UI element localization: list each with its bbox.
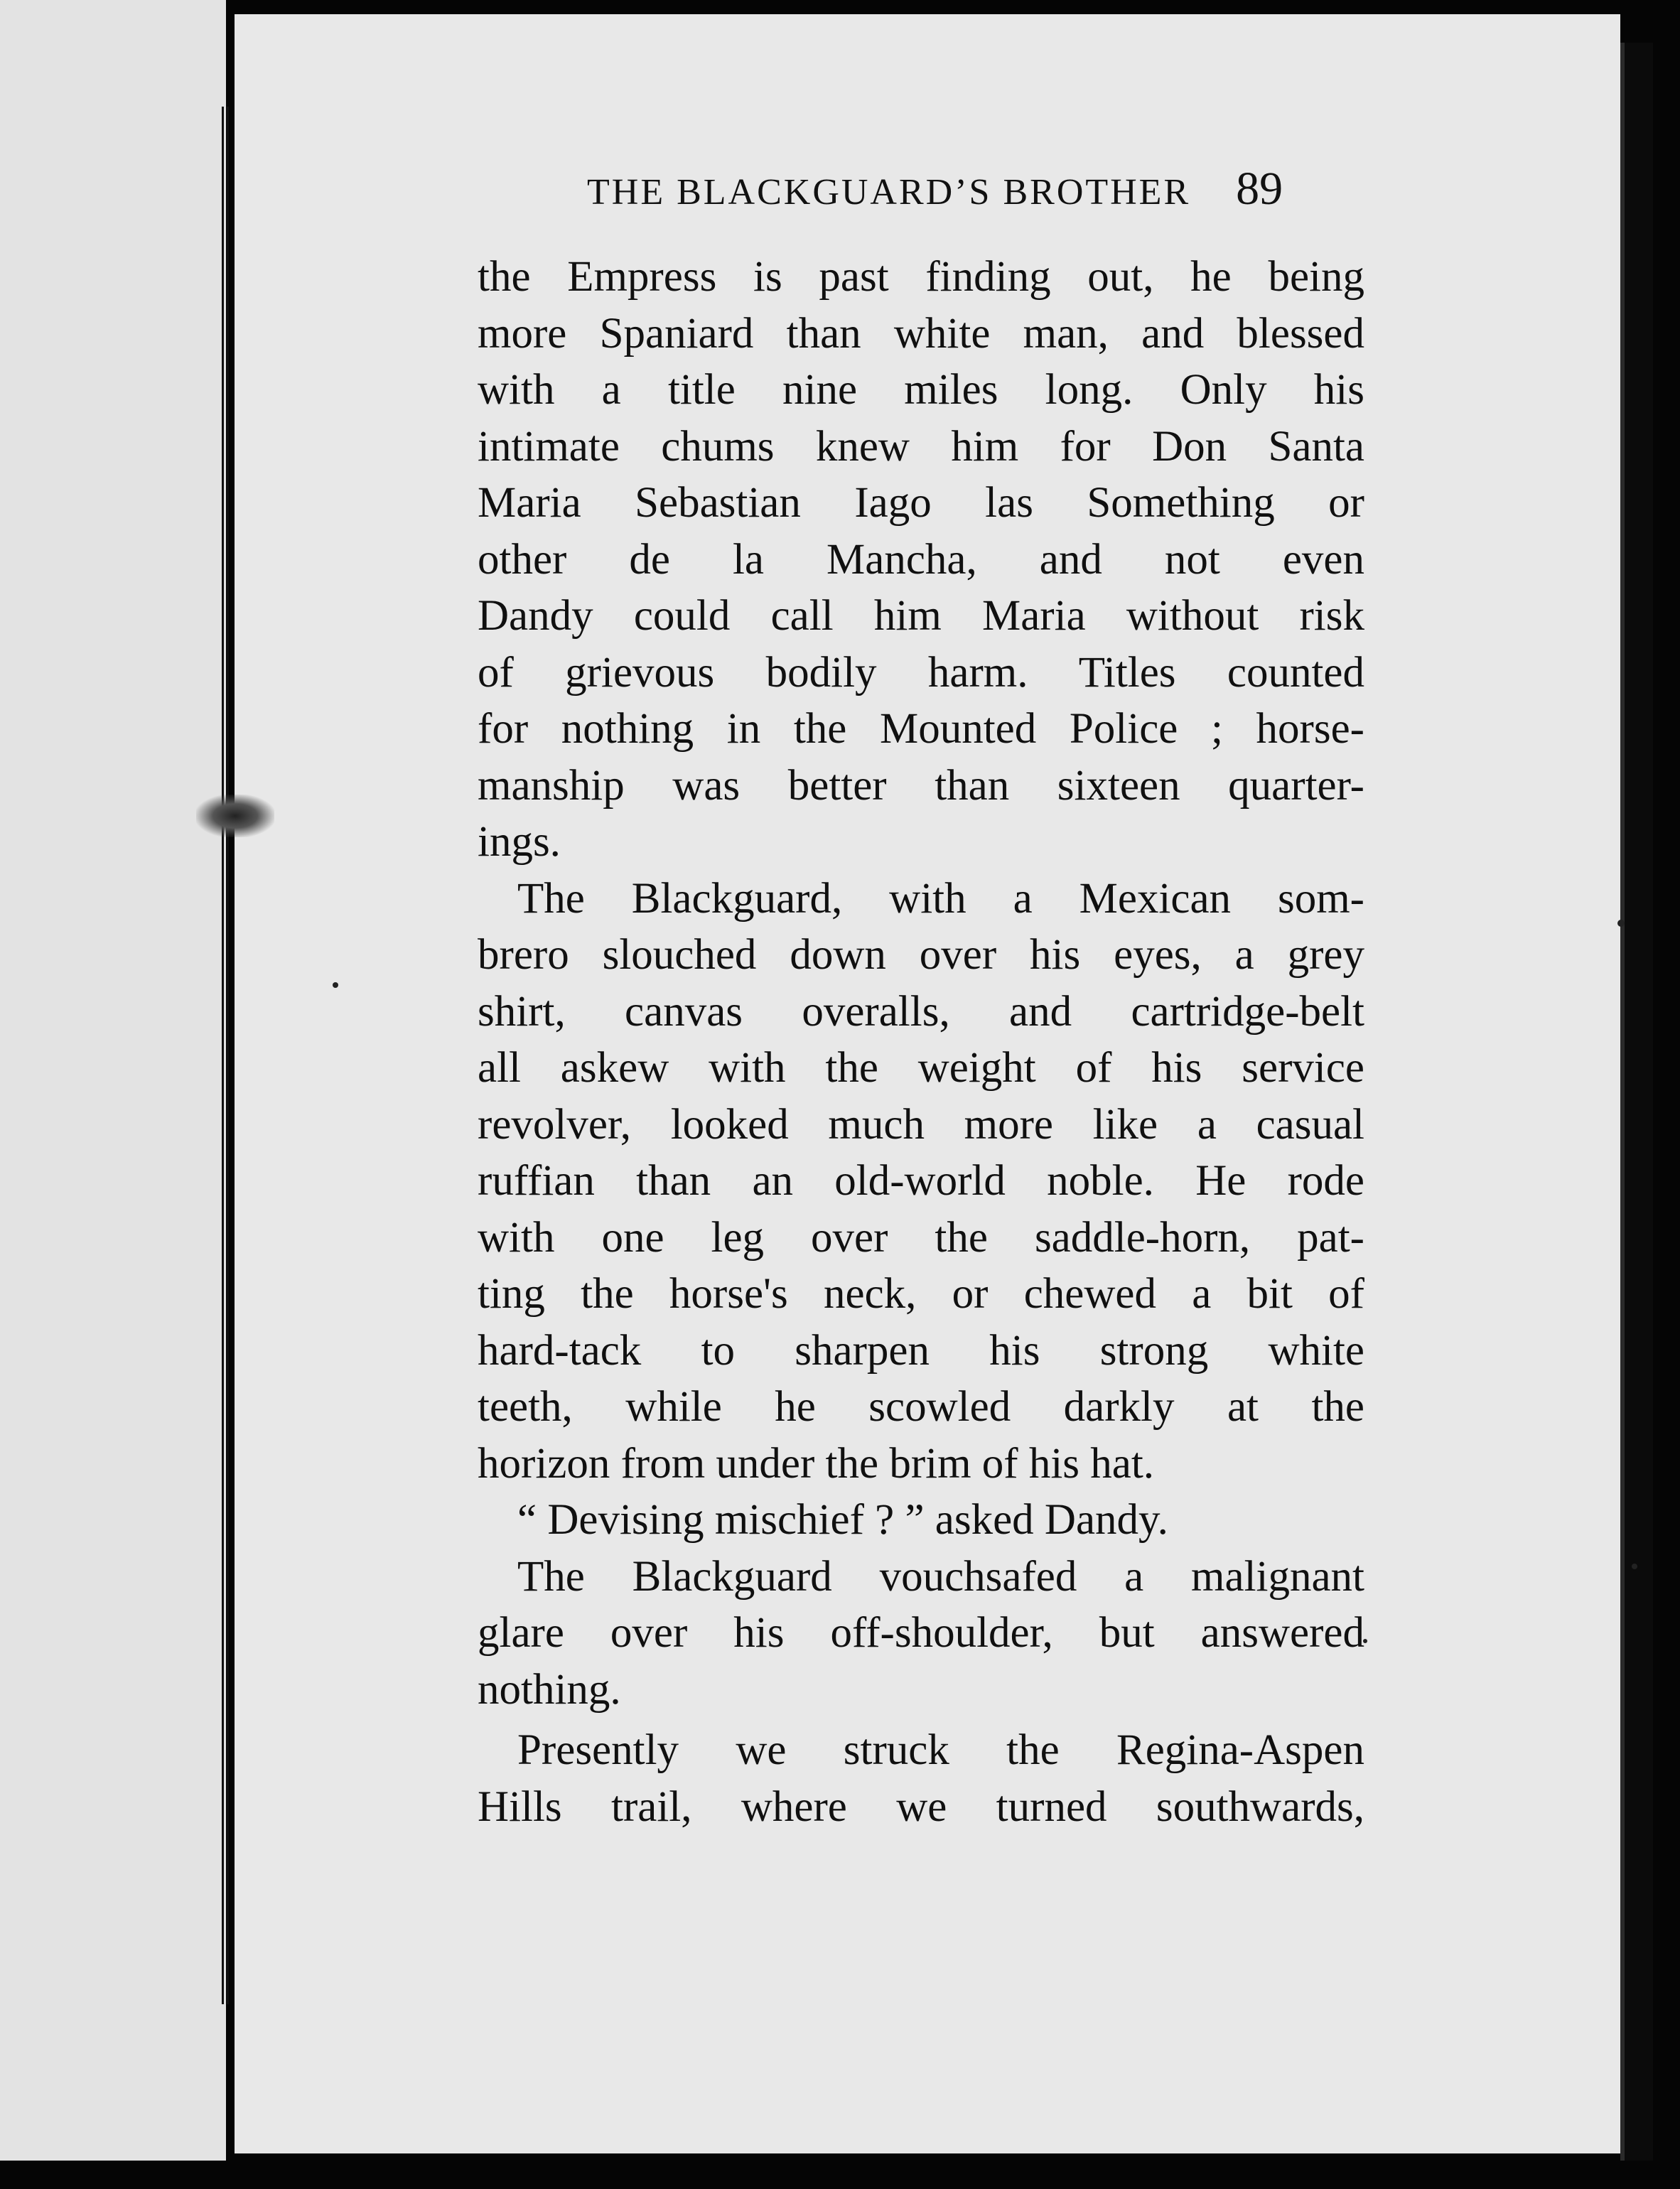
text-line: with a title nine miles long. Only his [478,366,1364,414]
ink-speck [1617,920,1625,927]
text-line: for nothing in the Mounted Police ; horse- [478,705,1364,753]
text-line: shirt, canvas overalls, and cartridge-belt [478,987,1364,1036]
ink-speck [333,982,338,988]
binding-stitch [196,795,274,837]
text-line: all askew with the weight of his service [478,1044,1364,1092]
chapter-title-header: THE BLACKGUARD’S BROTHER [587,172,1191,213]
text-line: ting the horse's neck, or chewed a bit of [478,1270,1364,1318]
text-line: with one leg over the saddle-horn, pat- [478,1213,1364,1262]
body-text [478,249,1364,1835]
text-line: ings. [478,818,561,866]
text-line: brero slouched down over his eyes, a grey [478,931,1364,979]
text-line: the Empress is past finding out, he being [478,253,1364,301]
text-line: Maria Sebastian Iago las Something or [478,479,1364,527]
text-line: Hills trail, where we turned southwards, [478,1782,1364,1831]
text-line: The Blackguard, with a Mexican som- [517,874,1364,923]
binding-thread [222,107,229,2004]
book-block-edge [1620,43,1653,2161]
ink-speck [1632,1564,1637,1569]
text-line: manship was better than sixteen quarter- [478,761,1364,810]
running-head [587,162,1369,219]
text-line: horizon from under the brim of his hat. [478,1439,1155,1488]
text-line: intimate chums knew him for Don Santa [478,422,1364,470]
text-line: Dandy could call him Maria without risk [478,592,1364,640]
text-line: ruffian than an old-world noble. He rode [478,1157,1364,1205]
text-line: nothing. [478,1665,621,1714]
text-line: glare over his off-shoulder, but answered [478,1609,1364,1657]
page-number: 89 [1236,163,1283,215]
text-line: revolver, looked much more like a casual [478,1100,1364,1149]
text-line: Presently we struck the Regina-Aspen [517,1726,1364,1774]
left-page-edge [0,0,226,2161]
text-line: hard-tack to sharpen his strong white [478,1326,1364,1375]
text-line: of grievous bodily harm. Titles counted [478,648,1364,696]
text-line: more Spaniard than white man, and blessed [478,309,1364,357]
text-line: The Blackguard vouchsafed a malignant [517,1552,1364,1601]
text-line: other de la Mancha, and not even [478,535,1364,583]
text-line: teeth, while he scowled darkly at the [478,1383,1364,1431]
text-line: “ Devising mischief ? ” asked Dandy. [517,1496,1168,1544]
